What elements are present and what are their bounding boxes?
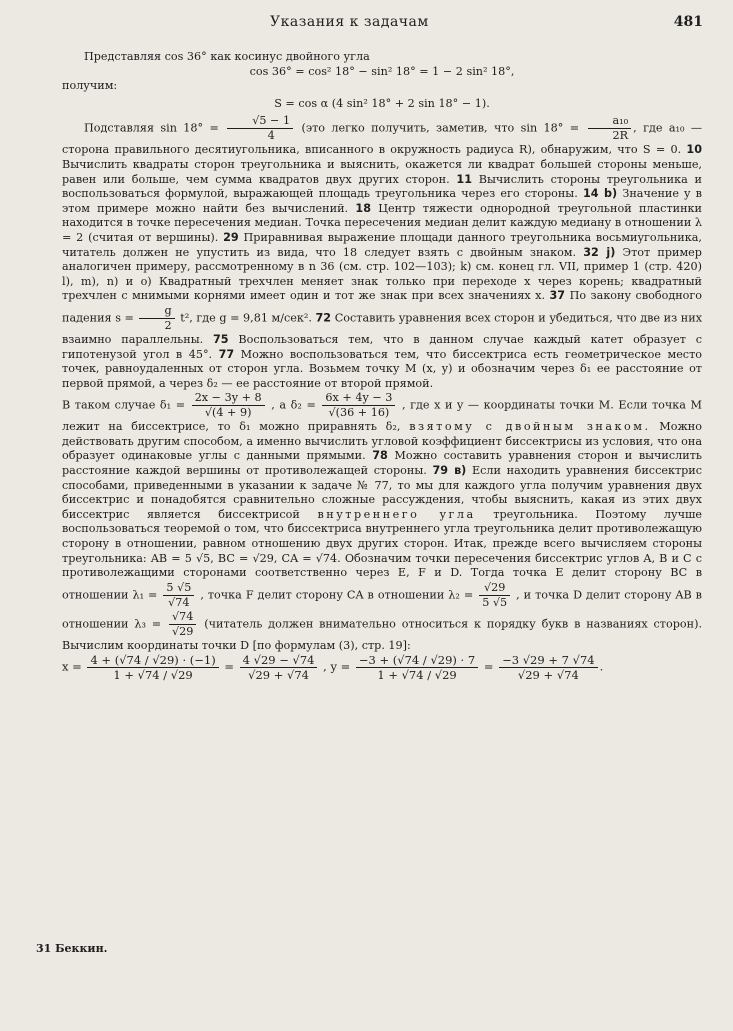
- numerator: a₁₀: [588, 114, 632, 129]
- text-run: Центр тяжести однородной треугольной пластинки находится в точке пересечения медиан. Точка пересечения медиан делит каждую медиану в отношении λ = 2 (считая от вершины).: [62, 201, 702, 244]
- problem-number: 10: [686, 143, 702, 157]
- page-number: 481: [673, 14, 703, 30]
- text-run: t², где g = 9,81 м/сек².: [180, 311, 312, 325]
- numerator: √74: [169, 610, 196, 625]
- numerator: −3 √29 + 7 √74: [499, 653, 597, 668]
- text-run: =: [483, 659, 494, 674]
- denominator: √29 + √74: [517, 668, 579, 683]
- text-run: Если находить уравнения биссектрис способами, приведенными в указании к задаче № 77, то мы для каждого угла получим уравнения двух биссектрис и понадобятся сравнительно сложные рассуждения, чтобы выяснить, какая из этих двух биссектрис является биссектрисой: [62, 464, 703, 521]
- text-run: Можно воспользоваться тем, что биссектриса есть геометрическое место точек, равноудаленных от сторон угла. Возьмем точку M (x, y) и обозначим через δ₁ ее расстояние от первой прямой, а через δ₂ — ее расстояние от второй прямой.: [62, 347, 702, 390]
- text-run: =: [224, 659, 234, 674]
- problem-number: 14 b): [582, 187, 618, 201]
- denominator: 2R: [612, 129, 629, 143]
- text-run: ,: [633, 121, 637, 135]
- denominator: √(4 + 9): [204, 406, 252, 420]
- denominator: 1 + √74 / √29: [113, 668, 193, 683]
- spaced-emphasis: взятому с двойным знаком.: [409, 420, 651, 434]
- numerator: −3 + (√74 / √29) · 7: [356, 653, 478, 668]
- fraction: [169, 610, 196, 639]
- text-run: Можно составить уравнения сторон и вычислить расстояние каждой вершины от противолежащей стороны.: [62, 449, 702, 478]
- text-run: В таком случае δ₁ =: [62, 398, 186, 412]
- problem-number: 29: [223, 230, 239, 244]
- text-run: По закону свободного падения s =: [62, 289, 703, 325]
- text-run: , где x и y — координаты точки M. Если точка M лежит на биссектрисе, то δ₁ можно приравнять δ₂,: [62, 398, 703, 434]
- fraction: [499, 653, 597, 682]
- text-run: , а δ₂ =: [271, 398, 316, 412]
- fraction: [139, 304, 174, 333]
- problem-number: 11: [456, 172, 472, 186]
- denominator: 1 + √74 / √29: [377, 668, 457, 683]
- text-run: x =: [62, 659, 82, 674]
- text-run: , и точка D делит сторону AB в отношении λ₃ =: [62, 588, 702, 631]
- problem-number: 72: [315, 311, 332, 325]
- problem-number: 77: [218, 347, 235, 361]
- coordinate-formula: [62, 653, 702, 682]
- text-run: Вычислить стороны треугольника и воспользоваться формулой, выражающей площадь треугольника через его стороны.: [62, 172, 703, 201]
- denominator: 5 √5: [482, 595, 508, 609]
- fraction: [227, 114, 293, 143]
- problem-number: 79 в): [432, 464, 467, 478]
- text-run: Этот пример аналогичен примеру, рассмотренному в n 36 (см. стр. 102—103); k) см. конец гл. VII, пример 1 (стр. 420) l), m), n) и o) Квадратный трехчлен меняет знак только при переходе x через корень; квадратный трехчлен с мнимыми корнями имеет один и тот же знак при всех значениях x.: [62, 245, 702, 303]
- body-text: [62, 50, 702, 682]
- text-run: (это легко получить, заметив, что sin 18° =: [301, 121, 580, 135]
- fraction: [163, 581, 194, 610]
- denominator: √29: [172, 624, 194, 638]
- problem-number: 78: [372, 449, 388, 463]
- text-run: Вычислить квадраты сторон треугольника и выяснить, окажется ли квадрат большей стороны меньше, равен или больше, чем сумма квадратов двух других сторон.: [62, 157, 702, 186]
- fraction: [87, 653, 218, 682]
- numerator: 4 + (√74 / √29) · (−1): [87, 653, 218, 668]
- denominator: 2: [164, 318, 172, 332]
- fraction: [240, 653, 318, 682]
- text-run: .: [599, 659, 604, 674]
- running-header: [60, 14, 703, 34]
- text-run: Можно действовать другим способом, а именно вычислить угловой коэффициент биссектрисы из условия, что она образует одинаковые углы с данными прямыми.: [62, 420, 702, 463]
- text-run: Значение y в этом примере можно найти без вычислений.: [62, 187, 702, 215]
- text-run: где a₁₀ — сторона правильного десятиугольника, вписанного в окружность радиуса R), обнаружим, что S = 0.: [62, 121, 703, 157]
- fraction: [588, 114, 632, 143]
- text-run: Составить уравнения всех сторон и убедиться, что две из них взаимно параллельны.: [62, 311, 703, 346]
- text-run: Воспользоваться тем, что в данном случае каждый катет образует с гипотенузой угол в 45°.: [62, 332, 702, 361]
- equation: S = cos α (4 sin² 18° + 2 sin 18° − 1).: [274, 96, 490, 110]
- fraction: [322, 391, 395, 420]
- text-run: , y =: [323, 659, 351, 674]
- numerator: 2x − 3y + 8: [192, 391, 265, 406]
- denominator: √74: [168, 595, 190, 609]
- paragraph: [62, 114, 702, 391]
- spaced-emphasis: внутреннего угла: [317, 507, 476, 521]
- problem-number: 75: [212, 332, 229, 346]
- fraction: [356, 653, 478, 682]
- fraction: [192, 391, 265, 420]
- fraction: [479, 581, 510, 610]
- denominator: √29 + √74: [248, 668, 309, 683]
- numerator: 5 √5: [163, 581, 194, 596]
- numerator: √29: [479, 581, 510, 596]
- header-title: Указания к задачам: [270, 14, 429, 30]
- numerator: 6x + 4y − 3: [322, 391, 395, 406]
- signature-mark: 31 Беккин.: [36, 942, 108, 955]
- denominator: √(36 + 16): [328, 406, 390, 420]
- problem-number: 37: [549, 289, 566, 303]
- paragraph: получим:: [62, 79, 118, 93]
- denominator: 4: [267, 129, 275, 143]
- numerator: 4 √29 − √74: [240, 653, 318, 668]
- text-run: Приравнивая выражение площади данного треугольника восьмиугольника, читатель должен не упустить из вида, что 18 следует взять с двойным знаком.: [62, 230, 702, 259]
- text-run: треугольника. Поэтому лучше воспользоваться теоремой о том, что биссектриса внутреннего угла треугольника делит противолежащую сторону в отношении, равном отношению двух других сторон. Итак, прежде всего вычисляем стороны треугольника: AB = 5 √5, BC = √29, CA = √74. Обозначим точки пересечения биссектрис углов A, B и C с противолежащими сторонами соответственно через E, F и D. Тогда точка E делит сторону BC в отношении λ₁ =: [62, 507, 703, 602]
- numerator: g: [139, 304, 174, 319]
- text-run: (читатель должен внимательно относиться к порядку букв в названиях сторон). Вычислим координаты точки D [по формулам (3), стр. 19]:: [62, 617, 702, 652]
- paragraph: [62, 391, 702, 653]
- text-run: Подставляя sin 18° =: [84, 121, 219, 135]
- problem-number: 32 j): [583, 245, 616, 259]
- equation: cos 36° = cos² 18° − sin² 18° = 1 − 2 sin² 18°,: [249, 64, 515, 78]
- text-run: , точка F делит сторону CA в отношении λ₂ =: [200, 588, 474, 602]
- problem-number: 18: [355, 201, 371, 215]
- numerator: √5 − 1: [227, 114, 293, 129]
- paragraph: Представляя cos 36° как косинус двойного угла: [84, 50, 370, 63]
